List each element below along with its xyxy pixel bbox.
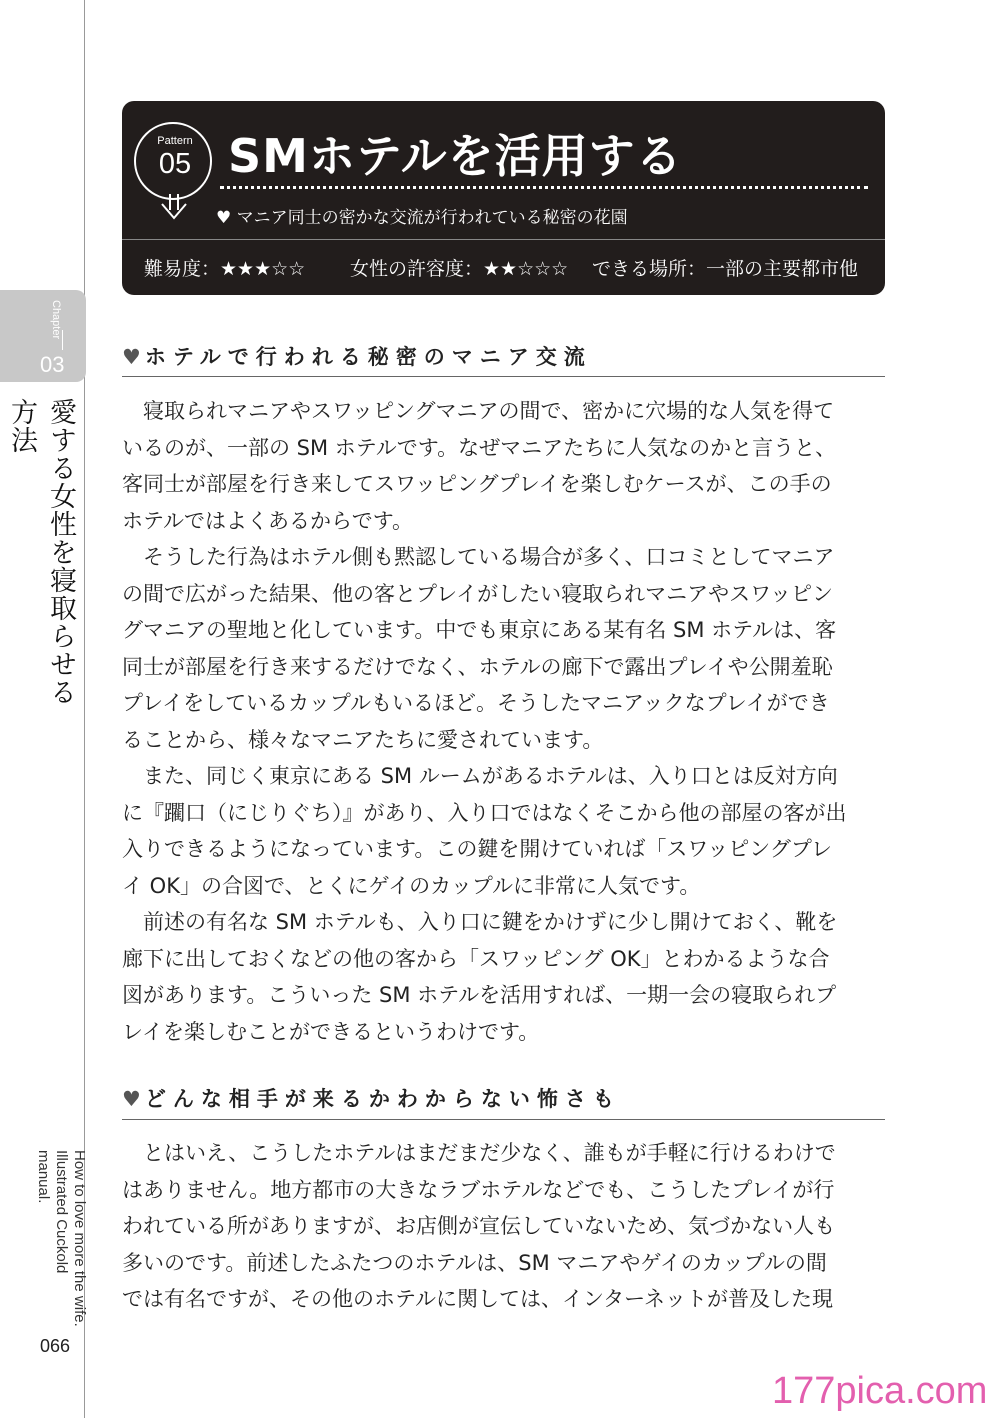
header-divider [122, 239, 885, 240]
section-rule [122, 376, 885, 377]
body-line: われている所がありますが、お店側が宣伝していないため、気づかない人も [122, 1214, 836, 1238]
difficulty-rating: 難易度：★★★☆☆ [144, 258, 306, 280]
body-line: 入りできるようになっています。この鍵を開けていれば「スワッピングプレ [122, 837, 833, 861]
body-line: はありません。地方都市の大きなラブホテルなどでも、こうしたプレイが行 [122, 1177, 835, 1202]
acceptance-rating: 女性の許容度：★★☆☆☆ [350, 258, 569, 280]
pattern-number: 05 [158, 148, 192, 180]
section-heading [122, 341, 592, 371]
section-heading-text: どんな相手が来るかわからない怖さも [144, 1087, 621, 1111]
body-line: 廊下に出しておくなどの他の客から「スワッピング OK」とわかるような合 [122, 946, 830, 971]
body-line: プレイをしているカップルもいるほど。そうしたマニアックなプレイができ [122, 691, 830, 715]
pattern-label: Pattern [157, 135, 193, 147]
body-line: ホテルではよくあるからです。 [122, 508, 414, 533]
chapter-title: 愛する女性を寝取らせる方法 [6, 398, 76, 706]
chapter-number: 03 [40, 352, 65, 377]
body-line: そうした行為はホテル側も黙認している場合が多く、口コミとしてマニア [122, 545, 835, 569]
body-line: に『躙口（にじりぐち）』があり、入り口ではなくそこから他の部屋の客が出 [122, 800, 847, 825]
watermark: 177pica.com [772, 1370, 988, 1412]
body-line: 多いのです。前述したふたつのホテルは、SM マニアやゲイのカップルの間 [122, 1250, 827, 1275]
body-line: ることから、様々なマニアたちに愛されています。 [122, 727, 604, 752]
location-rating: できる場所：一部の主要都市他 [592, 258, 859, 280]
body-line: レイを楽しむことができるというわけです。 [122, 1019, 540, 1044]
body-line: いるのが、一部の SM ホテルです。なぜマニアたちに人気なのかと言うと、 [122, 435, 837, 460]
body-line: 図があります。こういった SM ホテルを活用すれば、一期一会の寝取られプ [122, 983, 837, 1007]
section-body [122, 393, 885, 1050]
chapter-divider [62, 330, 63, 350]
section-heading [122, 1083, 621, 1113]
body-line: の間で広がった結果、他の客とプレイがしたい寝取られマニアやスワッピン [122, 581, 834, 606]
heart-icon: ♥ [122, 345, 141, 369]
body-line: とはいえ、こうしたホテルはまだまだ少なく、誰もが手軽に行けるわけで [122, 1141, 836, 1165]
side-english-title [35, 1150, 88, 1330]
dotted-divider [220, 186, 868, 189]
side-english-line: Illustrated Cuckold manual. [35, 1150, 70, 1274]
body-line: では有名ですが、その他のホテルに関しては、インターネットが普及した現 [122, 1287, 834, 1311]
subtitle: ♥ マニア同士の密かな交流が行われている秘密の花園 [216, 208, 628, 228]
body-line: 前述の有名な SM ホテルも、入り口に鍵をかけずに少し開けておく、靴を [122, 910, 838, 934]
page-title: SMホテルを活用する [228, 129, 683, 183]
body-line: また、同じく東京にある SM ルームがあるホテルは、入り口とは反対方向 [122, 764, 838, 788]
heart-icon: ♥ [122, 1087, 141, 1111]
section-heading-text: ホテルで行われる秘密のマニア交流 [144, 345, 592, 369]
body-line: イ OK」の合図で、とくにゲイのカップルに非常に人気です。 [122, 873, 701, 898]
down-arrow-icon [156, 194, 192, 220]
section-body [122, 1135, 885, 1318]
chapter-label: Chapter [50, 300, 62, 340]
body-line: 客同士が部屋を行き来してスワッピングプレイを楽しむケースが、この手の [122, 472, 832, 496]
page-number: 066 [40, 1336, 71, 1356]
section-rule [122, 1119, 885, 1120]
side-english-line: How to love more the wife. [71, 1150, 88, 1327]
body-line: 寝取られマニアやスワッピングマニアの間で、密かに穴場的な人気を得て [122, 399, 835, 423]
body-line: グマニアの聖地と化しています。中でも東京にある某有名 SM ホテルは、客 [122, 618, 837, 642]
body-line: 同士が部屋を行き来するだけでなく、ホテルの廊下で露出プレイや公開羞恥 [122, 654, 833, 679]
